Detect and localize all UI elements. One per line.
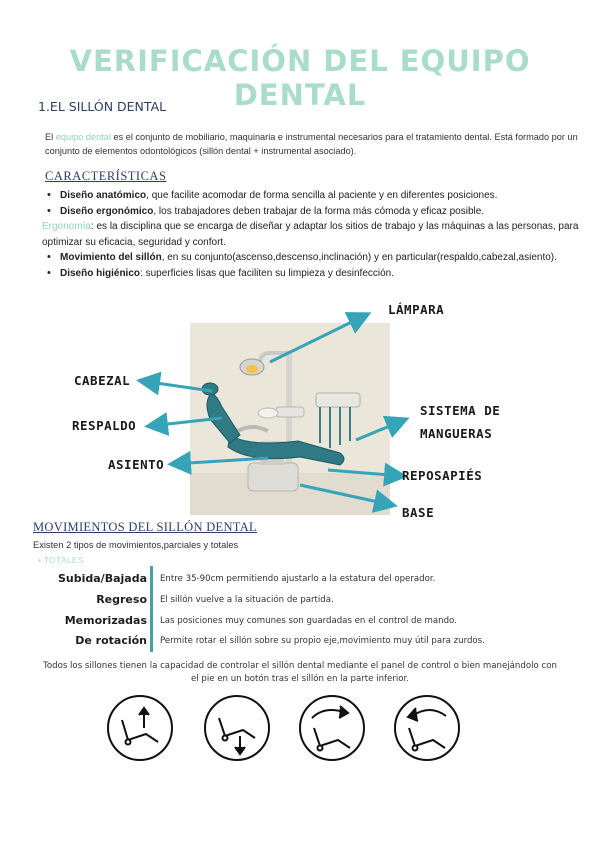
movement-icons bbox=[0, 690, 600, 770]
movimientos-heading: MOVIMIENTOS DEL SILLÓN DENTAL bbox=[33, 520, 257, 534]
ergonomia-term: Ergonomía bbox=[42, 221, 91, 232]
intro-pre: El bbox=[45, 132, 56, 142]
item-text: : superficies lisas que faciliten su limpieza y desinfección. bbox=[140, 267, 395, 279]
label-sistema-line2: MANGUERAS bbox=[420, 426, 493, 441]
page-title: VERIFICACIÓN DEL EQUIPO DENTAL bbox=[69, 44, 531, 112]
movement-key: Regreso bbox=[96, 593, 147, 606]
item-bold: Diseño ergonómico bbox=[60, 205, 154, 217]
label-reposapies: REPOSAPIÉS bbox=[402, 468, 483, 483]
chair-down-icon bbox=[205, 696, 269, 760]
item-bold: Diseño higiénico bbox=[60, 267, 141, 279]
totales-label: • TOTALES bbox=[38, 555, 84, 565]
control-note: Todos los sillones tienen la capacidad de controlar el sillón dental mediante el panel de control o bien manejándolo con el pie en un botón tras el sillón en la parte inferior. bbox=[43, 661, 557, 684]
intro-post: es el conjunto de mobiliario, maquinaria e instrumental necesarios para el tratamiento dental. Está formado por un conjunto de elementos odontológicos (sillón dental + instrumental asociado). bbox=[45, 132, 578, 156]
movement-key: Memorizadas bbox=[64, 614, 147, 627]
movement-value: Las posiciones muy comunes son guardadas en el control de mando. bbox=[160, 616, 457, 626]
intro-term: equipo dental bbox=[55, 132, 111, 142]
movement-value: Entre 35-90cm permitiendo ajustarlo a la estatura del operador. bbox=[160, 574, 436, 584]
item-bold: Movimiento del sillón bbox=[60, 252, 162, 263]
chair-rotate-right-icon bbox=[300, 696, 364, 760]
mangueras-arrow bbox=[356, 420, 404, 440]
chair-up-icon bbox=[108, 696, 172, 760]
item-text: , en su conjunto(ascenso,descenso,inclinación) y en particular(respaldo,cabezal,asiento). bbox=[161, 252, 557, 263]
section-heading: 1.EL SILLÓN DENTAL bbox=[38, 99, 167, 114]
label-sistema-line1: SISTEMA DE bbox=[420, 403, 501, 418]
lampara-arrow bbox=[270, 315, 366, 362]
respaldo-arrow bbox=[150, 418, 222, 426]
base-arrow bbox=[300, 485, 392, 505]
caracteristicas-heading: CARACTERÍSTICAS bbox=[45, 169, 167, 183]
label-asiento: ASIENTO bbox=[108, 457, 165, 472]
movement-value: El sillón vuelve a la situación de partida. bbox=[160, 595, 334, 605]
cabezal-arrow bbox=[142, 381, 212, 391]
totales-text: TOTALES bbox=[43, 555, 84, 565]
movement-value: Permite rotar el sillón sobre su propio eje,movimiento muy útil para zurdos. bbox=[160, 636, 485, 646]
label-base: BASE bbox=[402, 505, 435, 520]
divider-bar bbox=[150, 566, 153, 652]
item-text: , que facilite acomodar de forma sencilla al paciente y en diferentes posiciones. bbox=[146, 190, 498, 201]
chair-rotate-left-icon bbox=[395, 696, 459, 760]
label-cabezal: CABEZAL bbox=[74, 373, 131, 388]
item-bold: Diseño anatómico bbox=[60, 190, 147, 201]
movement-key: De rotación bbox=[75, 634, 147, 647]
ergonomia-text: : es la disciplina que se encarga de diseñar y adaptar los sitios de trabajo y las máquinas a las personas, para optimizar su eficacia, seguridad y confort. bbox=[42, 221, 579, 248]
movement-key: Subida/Bajada bbox=[57, 572, 147, 585]
label-lampara: LÁMPARA bbox=[388, 302, 445, 317]
asiento-arrow bbox=[173, 458, 268, 464]
item-text: , los trabajadores deben trabajar de la forma más cómoda y eficaz posible. bbox=[153, 205, 485, 217]
reposapies-arrow bbox=[328, 470, 402, 476]
label-respaldo: RESPALDO bbox=[72, 418, 137, 433]
movimientos-intro: Existen 2 tipos de movimientos,parciales y totales bbox=[33, 540, 239, 550]
